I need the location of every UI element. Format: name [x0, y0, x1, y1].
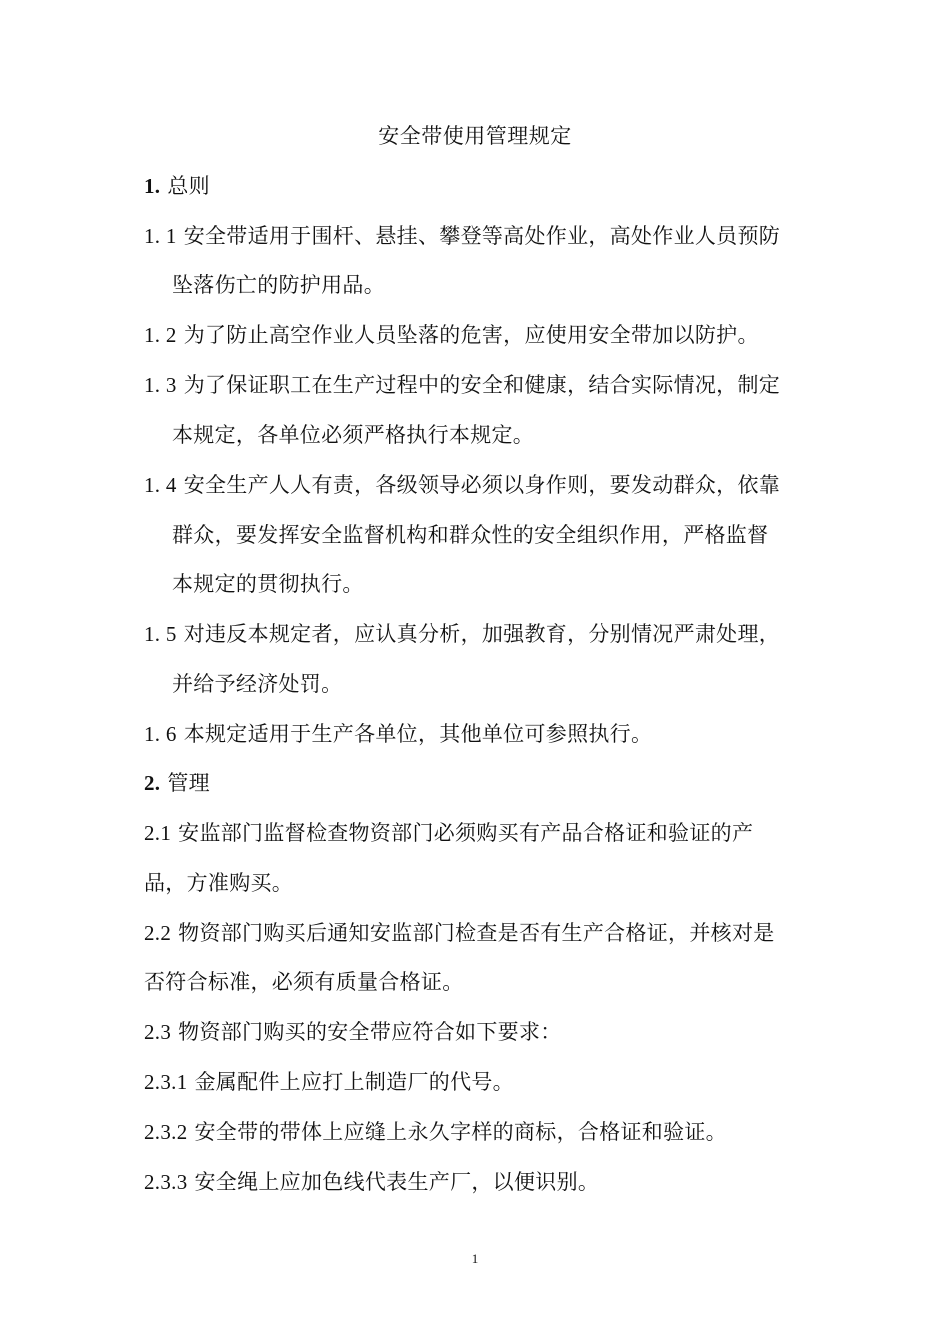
clause-1-5	[144, 620, 812, 648]
clause-text: 安全带适用于围杆、悬挂、攀登等高处作业，高处作业人员预防	[183, 224, 781, 248]
document-title: 安全带使用管理规定	[378, 124, 572, 148]
clause-text: 金属配件上应打上制造厂的代号。	[194, 1070, 514, 1094]
clause-number: 1. 5	[144, 622, 177, 646]
clause-2-3-2	[144, 1118, 812, 1146]
clause-text: 安监部门监督检查物资部门必须购买有产品合格证和验证的产	[178, 821, 754, 845]
clause-text: 安全生产人人有责，各级领导必须以身作则，要发动群众，依靠	[183, 473, 781, 497]
clause-1-2	[144, 321, 812, 349]
clause-text: 安全带的带体上应缝上永久字样的商标，合格证和验证。	[194, 1120, 727, 1144]
clause-1-6	[144, 720, 812, 748]
clause-number: 2.1	[144, 821, 172, 845]
clause-number: 2.3.2	[144, 1120, 188, 1144]
clause-1-1-continuation: 坠落伤亡的防护用品。	[172, 273, 385, 297]
clause-2-3-1	[144, 1068, 812, 1096]
clause-text: 为了保证职工在生产过程中的安全和健康，结合实际情况，制定	[183, 373, 781, 397]
clause-number: 2.3.1	[144, 1070, 188, 1094]
clause-1-5-continuation: 并给予经济处罚。	[172, 672, 343, 696]
clause-text: 物资部门购买后通知安监部门检查是否有生产合格证，并核对是	[178, 921, 775, 945]
clause-text: 安全绳上应加色线代表生产厂，以便识别。	[194, 1170, 600, 1194]
clause-1-3	[144, 371, 812, 399]
section-heading-1	[144, 172, 812, 200]
section-number: 2.	[144, 771, 161, 795]
clause-number: 1. 4	[144, 473, 177, 497]
clause-2-3	[144, 1018, 812, 1046]
clause-text: 对违反本规定者，应认真分析，加强教育，分别情况严肃处理，	[183, 622, 781, 646]
clause-number: 1. 1	[144, 224, 177, 248]
clause-1-4-continuation: 群众，要发挥安全监督机构和群众性的安全组织作用，严格监督	[172, 523, 769, 547]
section-number: 1.	[144, 174, 161, 198]
section-heading-2	[144, 769, 812, 797]
clause-2-2-continuation: 否符合标准，必须有质量合格证。	[144, 970, 464, 994]
clause-number: 2.2	[144, 921, 172, 945]
clause-number: 1. 6	[144, 722, 177, 746]
clause-number: 1. 2	[144, 323, 177, 347]
clause-2-3-3	[144, 1168, 812, 1196]
section-text: 管理	[167, 771, 210, 795]
clause-1-4-continuation-2: 本规定的贯彻执行。	[172, 572, 364, 596]
clause-number: 2.3.3	[144, 1170, 188, 1194]
clause-2-1	[144, 819, 812, 847]
clause-text: 本规定适用于生产各单位，其他单位可参照执行。	[183, 722, 653, 746]
section-text: 总则	[167, 174, 210, 198]
clause-text: 物资部门购买的安全带应符合如下要求：	[178, 1020, 562, 1044]
clause-2-1-continuation: 品，方准购买。	[144, 871, 294, 895]
page-number: 1	[471, 1251, 479, 1266]
clause-text: 为了防止高空作业人员坠落的危害，应使用安全带加以防护。	[183, 323, 759, 347]
clause-1-3-continuation: 本规定，各单位必须严格执行本规定。	[172, 423, 535, 447]
clause-1-4	[144, 471, 812, 499]
clause-1-1	[144, 222, 812, 250]
clause-2-2	[144, 919, 812, 947]
clause-number: 1. 3	[144, 373, 177, 397]
clause-number: 2.3	[144, 1020, 172, 1044]
